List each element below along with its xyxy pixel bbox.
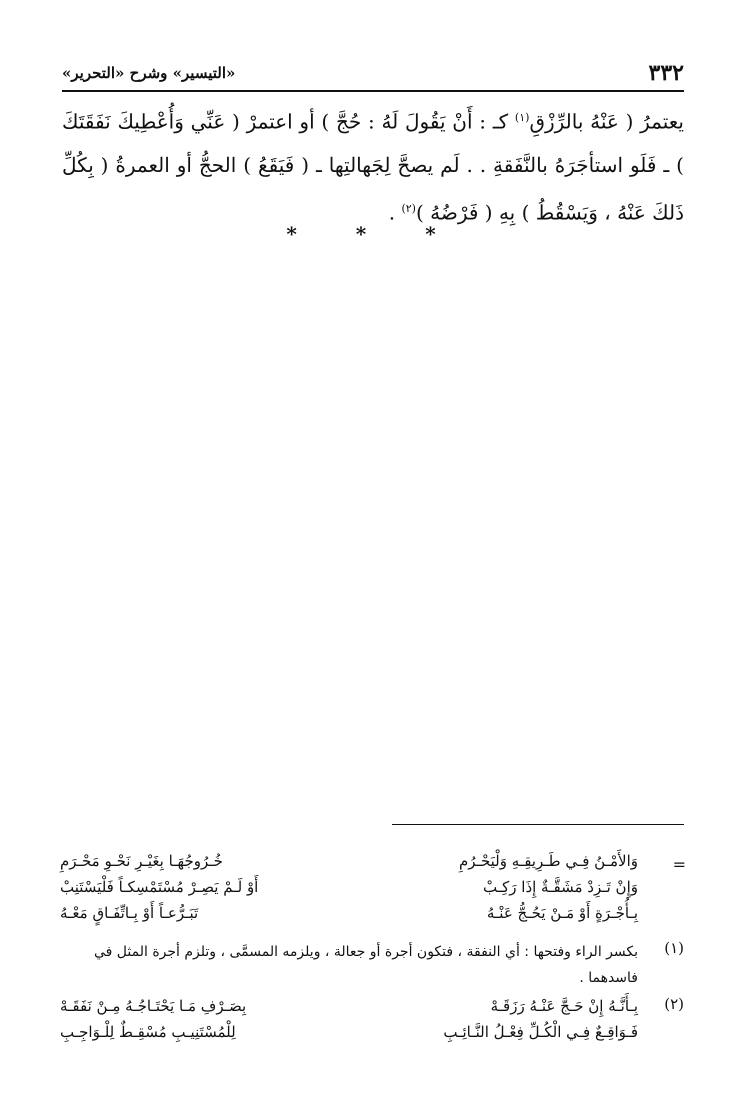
footnote-text-1: بكسر الراء وفتحها : أي النفقة ، فتكون أجرة أو جعالة ، ويلزمه المسمَّى ، وتلزم أجرة المثل في فاسدهما .	[93, 944, 638, 986]
page-header	[62, 60, 684, 86]
continued-footnote-poem	[60, 848, 638, 926]
footnote-2-poem	[60, 993, 638, 1045]
main-text-part-2: كـ : أَنْ يَقُولَ لَهُ : حُجَّ ) أو اعتمرْ ( عَنِّي وَأُعْطِيكَ نَفَقَتَكَ ) ـ فَلَو استأجَرَهُ بالنَّفَقةِ . . لَم يصحَّ لِجَهالتِها ـ ( فَيَقَعُ ) الحجُّ أو العمرةُ ( بِكُلِّ ذَلكَ عَنْهُ ، وَيَسْقُطُ ) بِهِ ( فَرْضُهُ )	[62, 109, 684, 225]
page-number: ٣٣٢	[648, 60, 684, 86]
main-text-part-1: يعتمرُ ( عَنْهُ بالرِّزْقِ	[529, 109, 684, 134]
footnote-continuation-mark: =	[672, 855, 686, 874]
footnote-reference-1: (١)	[514, 111, 530, 124]
verse-first-hemistich: بِـأُجْـرَةٍ أَوْ مَـنْ يَحُـجُّ عَنْـهُ	[486, 904, 638, 922]
poem-verse	[60, 900, 638, 926]
verse-first-hemistich: فَـوَاقِـعٌ فِـي الْكُـلِّ فِعْـلُ النَّـائِـبِ	[443, 1023, 638, 1041]
header-divider	[62, 90, 684, 92]
verse-second-hemistich: أَوْ لَـمْ يَصِـرْ مُسْتَمْسِكـاً فَلْيَسْتَنِبْ	[60, 878, 259, 896]
verse-second-hemistich: لِلْمُسْتَنِيـبِ مُسْقِـطٌ لِلْـوَاجِـبِ	[60, 1023, 236, 1041]
footnote-number-1: (١)	[664, 939, 684, 957]
verse-second-hemistich: بِصَـرْفِ مَـا يَحْتَـاجُـهُ مِـنْ نَفَقَـهْ	[60, 997, 247, 1015]
footnote-number-2: (٢)	[664, 995, 684, 1013]
main-text-paragraph	[62, 96, 684, 234]
footnote-reference-2: (٢)	[401, 201, 416, 215]
poem-verse	[60, 848, 638, 874]
footnote-divider	[392, 824, 684, 825]
verse-first-hemistich: بِـأَنَّـهُ إِنْ حَـجَّ عَنْـهُ رَزَقَـهْ	[490, 997, 638, 1015]
running-title: «التيسير» وشرح «التحرير»	[62, 64, 236, 82]
poem-verse	[60, 874, 638, 900]
poem-verse	[60, 1019, 638, 1045]
section-separator: * * *	[286, 222, 462, 246]
main-text-part-3: .	[388, 200, 402, 225]
verse-first-hemistich: وَإِنْ تَـزِدْ مَشَقَّـةٌ إِذَا رَكِـبْ	[483, 878, 638, 896]
verse-second-hemistich: خُـرُوجُهَـا بِغَيْـرِ نَحْـوِ مَحْـرَمِ	[60, 852, 223, 870]
verse-first-hemistich: وَالأَمْـنُ فِـي طَـرِيقِـهِ وَلْيَحْـرُمِ	[459, 852, 638, 870]
verse-second-hemistich: تَبَـرُّعـاً أَوْ بِـاتِّفَـاقٍ مَعْـهُ	[60, 904, 199, 922]
poem-verse	[60, 993, 638, 1019]
